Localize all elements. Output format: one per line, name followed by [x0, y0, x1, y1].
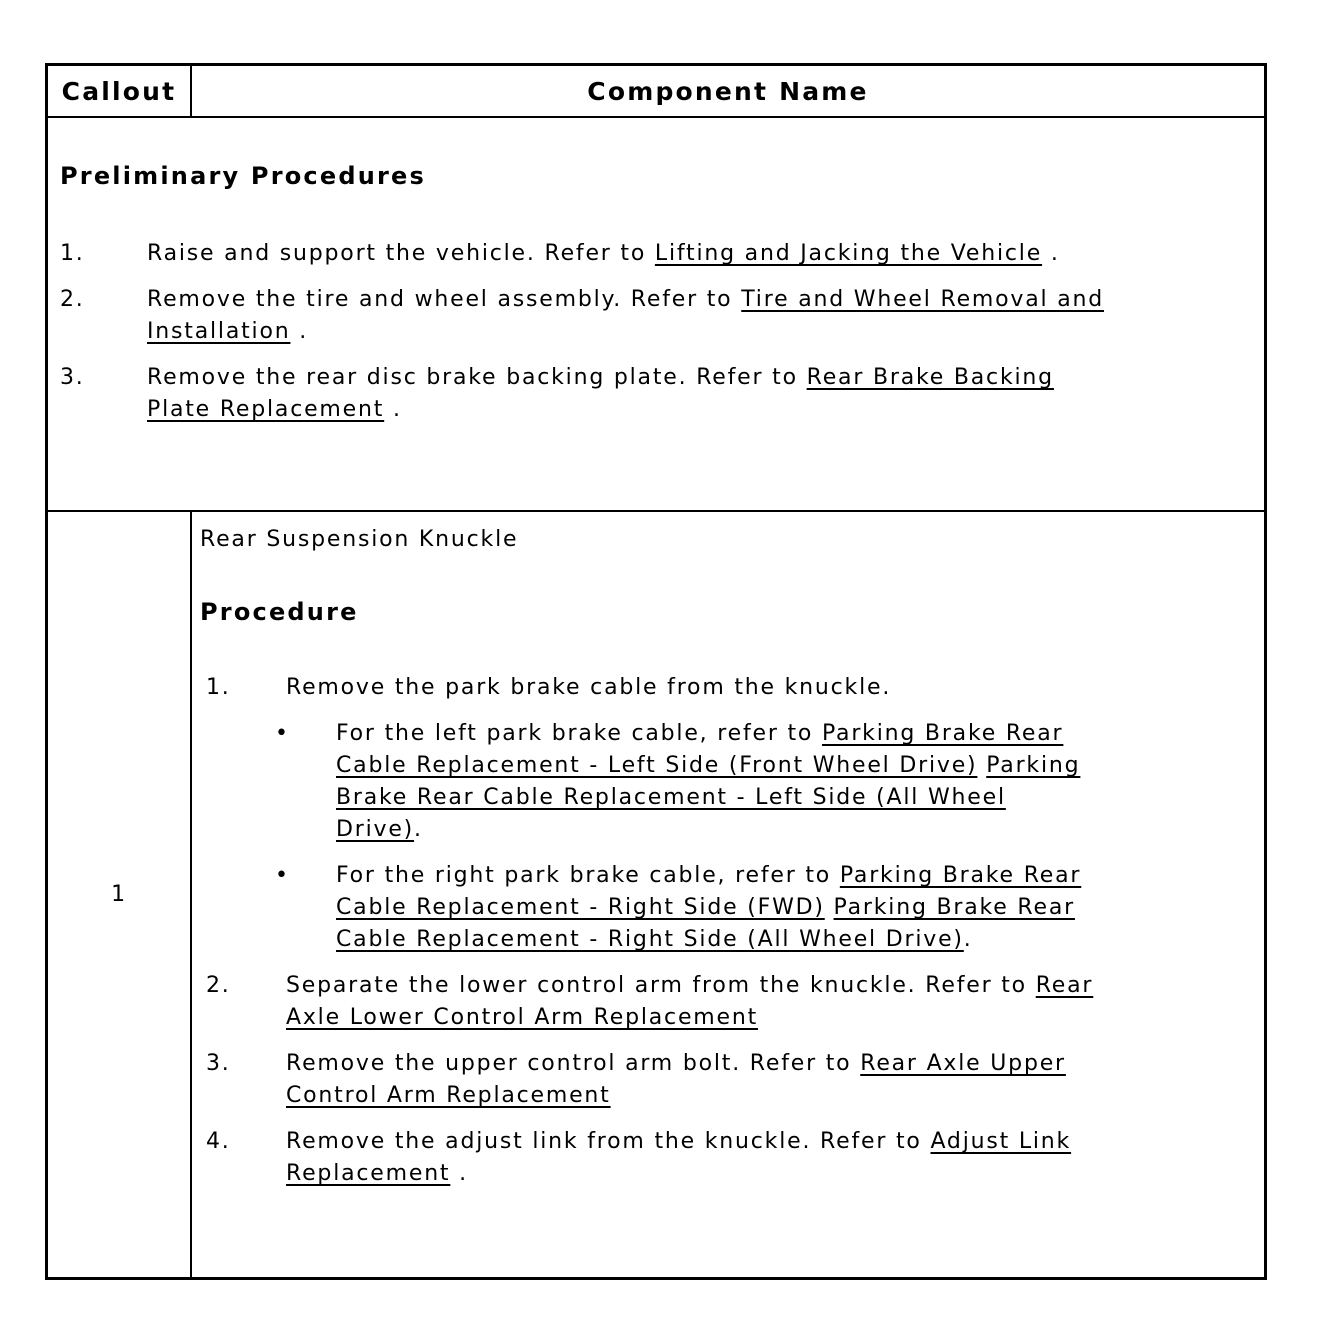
reference-link[interactable]: Parking Brake Rear Cable Replacement - Left Side (Front Wheel Drive)	[336, 721, 1064, 778]
component-name-column-header: Component Name	[587, 76, 869, 106]
component-name: Rear Suspension Knuckle	[200, 527, 519, 552]
preliminary-procedures-title: Preliminary Procedures	[60, 162, 426, 190]
step-body	[286, 970, 1094, 1034]
component-cell	[192, 512, 1264, 1277]
step-text: Raise and support the vehicle. Refer to	[147, 241, 655, 266]
step-body	[286, 1048, 1094, 1112]
step-text: Remove the park brake cable from the knuckle.	[286, 675, 892, 700]
step-number: 3.	[206, 1051, 231, 1076]
step-text: Remove the rear disc brake backing plate. Refer to	[147, 365, 807, 390]
numbered-step	[206, 1126, 1094, 1190]
bullet-body	[336, 860, 1094, 956]
step-number: 2.	[60, 287, 85, 312]
table-header-row	[48, 66, 1264, 118]
reference-link[interactable]: Parking Brake Rear Cable Replacement - Right Side (FWD)	[336, 863, 1082, 920]
step-text: Remove the upper control arm bolt. Refer to	[286, 1051, 861, 1076]
step-number: 1.	[206, 675, 231, 700]
step-body	[286, 1126, 1094, 1190]
callout-value: 1	[48, 512, 192, 1277]
step-text: Remove the tire and wheel assembly. Refer to	[147, 287, 742, 312]
numbered-step	[60, 238, 1114, 270]
step-number: 4.	[206, 1129, 231, 1154]
component-row	[48, 512, 1264, 1277]
procedure-steps-list	[200, 672, 1094, 1190]
preliminary-procedures-row	[48, 118, 1264, 512]
reference-link[interactable]: Rear Axle Upper Control Arm Replacement	[286, 1051, 1066, 1108]
step-body	[147, 362, 1114, 426]
step-text: .	[963, 927, 973, 952]
step-body	[275, 672, 1094, 956]
step-body	[147, 238, 1114, 270]
reference-link[interactable]: Parking Brake Rear Cable Replacement - Right Side (All Wheel Drive)	[336, 895, 1075, 952]
step-text	[977, 753, 986, 778]
numbered-step	[206, 970, 1094, 1034]
step-text	[825, 895, 834, 920]
step-text: Remove the adjust link from the knuckle. Refer to	[286, 1129, 931, 1154]
bullet-icon: •	[275, 721, 290, 746]
step-text: .	[290, 319, 309, 344]
reference-link[interactable]: Tire and Wheel Removal and Installation	[147, 287, 1104, 344]
bullet-body	[336, 718, 1094, 846]
step-text: .	[414, 817, 423, 842]
callout-column-header: Callout	[48, 66, 192, 116]
step-text: Separate the lower control arm from the knuckle. Refer to	[286, 973, 1036, 998]
numbered-step	[60, 284, 1114, 348]
reference-link[interactable]: Rear Brake Backing Plate Replacement	[147, 365, 1054, 422]
component-table	[45, 63, 1267, 1280]
reference-link[interactable]: Adjust Link Replacement	[286, 1129, 1072, 1186]
numbered-step	[60, 362, 1114, 426]
numbered-step	[206, 1048, 1094, 1112]
step-number: 1.	[60, 241, 85, 266]
step-text: For the right park brake cable, refer to	[336, 863, 840, 888]
step-text: .	[384, 397, 402, 422]
step-number: 3.	[60, 365, 85, 390]
step-text: For the left park brake cable, refer to	[336, 721, 822, 746]
preliminary-steps-list	[60, 238, 1114, 426]
bullet-item	[275, 718, 1094, 846]
procedure-title: Procedure	[200, 598, 359, 626]
reference-link[interactable]: Lifting and Jacking the Vehicle	[654, 241, 1043, 266]
reference-link[interactable]: Parking Brake Rear Cable Replacement - Left Side (All Wheel Drive)	[336, 753, 1081, 842]
step-body	[147, 284, 1114, 348]
reference-link[interactable]: Rear Axle Lower Control Arm Replacement	[286, 973, 1094, 1030]
step-text: .	[450, 1161, 468, 1186]
bullet-item	[275, 860, 1094, 956]
step-number: 2.	[206, 973, 231, 998]
numbered-step	[206, 672, 1094, 956]
step-text: .	[1042, 241, 1060, 266]
bullet-icon: •	[275, 863, 290, 888]
